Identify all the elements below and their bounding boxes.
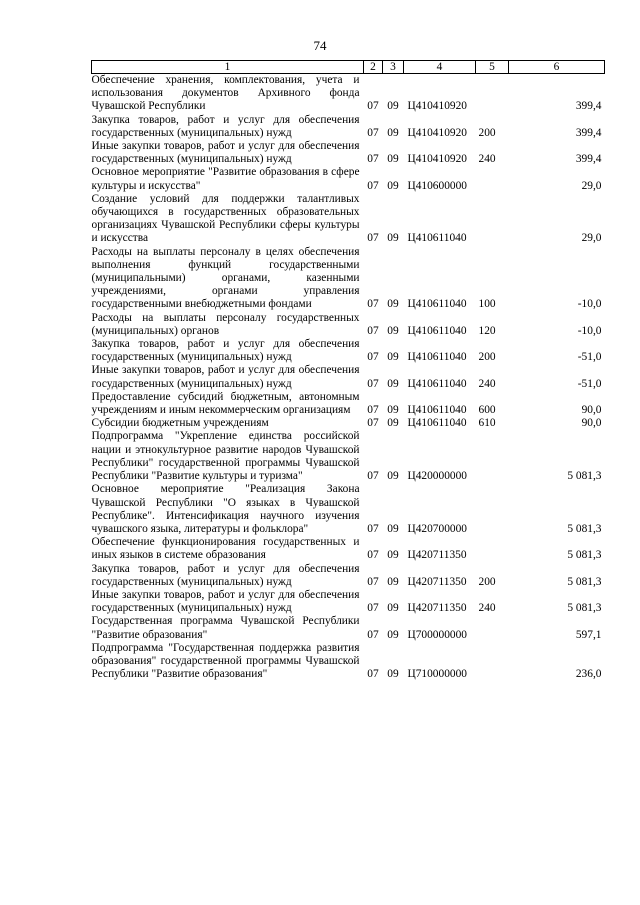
row-amount: 5 081,3	[567, 470, 602, 483]
row-subsection: 09	[387, 153, 399, 166]
row-name: Расходы на выплаты персоналу в целях обеспечения выполнения функций государственными (муниципальными) органами, казенными учреждениями, органами управления государственными внебюджетными фондами	[91, 245, 360, 311]
row-name: Закупка товаров, работ и услуг для обеспечения государственных (муниципальных) нужд	[91, 113, 360, 139]
row-subsection: 09	[387, 628, 399, 641]
row-subsection: 09	[387, 470, 399, 483]
header-col-2: 2	[364, 61, 383, 74]
row-target-article: Ц700000000	[407, 628, 467, 641]
row-amount: -51,0	[577, 351, 602, 364]
row-section: 07	[367, 417, 379, 430]
row-expense-type: 200	[478, 126, 496, 139]
table-row	[92, 417, 605, 430]
row-section: 07	[367, 298, 379, 311]
row-expense-type	[476, 642, 509, 682]
table-header	[92, 61, 605, 74]
row-target-article: Ц410611040	[407, 404, 467, 417]
row-section: 07	[367, 153, 379, 166]
row-amount: 5 081,3	[567, 549, 602, 562]
row-target-article: Ц410611040	[407, 377, 467, 390]
row-name: Закупка товаров, работ и услуг для обеспечения государственных (муниципальных) нужд	[91, 562, 360, 588]
row-section: 07	[367, 179, 379, 192]
row-expense-type	[476, 615, 509, 641]
header-col-4: 4	[404, 61, 476, 74]
row-section: 07	[367, 602, 379, 615]
row-name: Подпрограмма "Укрепление единства российской нации и этнокультурное развитие народов Чувашской Республики" государственной программы Чувашской Республики "Развитие культуры и туризма"	[91, 430, 360, 483]
row-amount: 90,0	[581, 417, 602, 430]
header-col-3: 3	[383, 61, 404, 74]
row-amount: 597,1	[575, 628, 602, 641]
row-section: 07	[367, 549, 379, 562]
row-name: Подпрограмма "Государственная поддержка развития образования" государственной программы Чувашской Республики "Развитие образования"	[91, 641, 360, 681]
row-section: 07	[367, 377, 379, 390]
row-subsection: 09	[387, 417, 399, 430]
row-amount: 5 081,3	[567, 602, 602, 615]
table-body	[92, 74, 605, 682]
row-name: Обеспечение хранения, комплектования, учета и использования документов Архивного фонда Чувашской Республики	[91, 74, 360, 113]
table-row	[92, 246, 605, 312]
row-name: Иные закупки товаров, работ и услуг для обеспечения государственных (муниципальных) нужд	[91, 364, 360, 390]
row-amount: -10,0	[577, 298, 602, 311]
table-row	[92, 563, 605, 589]
row-expense-type	[476, 536, 509, 562]
row-name: Иные закупки товаров, работ и услуг для обеспечения государственных (муниципальных) нужд	[91, 588, 360, 615]
row-name: Основное мероприятие "Развитие образования в сфере культуры и искусства"	[91, 166, 360, 192]
row-subsection: 09	[387, 100, 399, 113]
row-amount: 5 081,3	[567, 575, 602, 588]
table-row	[92, 391, 605, 417]
row-section: 07	[367, 522, 379, 535]
row-amount: 236,0	[575, 668, 602, 681]
row-target-article: Ц420700000	[407, 522, 467, 535]
table-row	[92, 430, 605, 483]
row-target-article: Ц410611040	[407, 298, 467, 311]
table-row	[92, 615, 605, 641]
row-amount: 399,4	[575, 100, 602, 113]
row-section: 07	[367, 575, 379, 588]
row-expense-type: 200	[478, 575, 496, 588]
row-name: Предоставление субсидий бюджетным, автономным учреждениям и иным некоммерческим организациям	[91, 390, 360, 417]
row-target-article: Ц420711350	[407, 575, 467, 588]
header-col-5: 5	[476, 61, 509, 74]
row-section: 07	[367, 232, 379, 245]
table-row	[92, 589, 605, 615]
row-amount: -10,0	[577, 324, 602, 337]
row-expense-type	[476, 166, 509, 192]
row-subsection: 09	[387, 179, 399, 192]
row-expense-type: 240	[478, 377, 496, 390]
row-name: Расходы на выплаты персоналу государственных (муниципальных) органов	[91, 311, 360, 337]
row-subsection: 09	[387, 324, 399, 337]
row-target-article: Ц410611040	[407, 324, 467, 337]
header-col-1: 1	[92, 61, 364, 74]
table-row	[92, 364, 605, 390]
row-subsection: 09	[387, 126, 399, 139]
row-subsection: 09	[387, 404, 399, 417]
table-row	[92, 114, 605, 140]
row-amount: 29,0	[581, 232, 602, 245]
row-expense-type: 240	[478, 602, 496, 615]
row-subsection: 09	[387, 351, 399, 364]
budget-table	[91, 60, 605, 681]
row-name: Государственная программа Чувашской Республики "Развитие образования"	[91, 615, 360, 641]
row-target-article: Ц410611040	[407, 232, 467, 245]
row-target-article: Ц410611040	[407, 417, 467, 430]
header-row	[92, 61, 605, 74]
table-row	[92, 140, 605, 166]
row-amount: 399,4	[575, 126, 602, 139]
row-expense-type: 240	[478, 153, 496, 166]
row-subsection: 09	[387, 377, 399, 390]
row-section: 07	[367, 404, 379, 417]
row-expense-type	[476, 430, 509, 483]
row-section: 07	[367, 628, 379, 641]
row-expense-type: 100	[478, 298, 496, 311]
row-subsection: 09	[387, 549, 399, 562]
row-subsection: 09	[387, 232, 399, 245]
row-amount: 90,0	[581, 404, 602, 417]
row-amount: 399,4	[575, 153, 602, 166]
row-expense-type: 610	[478, 417, 496, 430]
row-target-article: Ц710000000	[407, 668, 467, 681]
table-row	[92, 536, 605, 562]
table-row	[92, 166, 605, 192]
row-section: 07	[367, 100, 379, 113]
row-amount: 29,0	[581, 179, 602, 192]
row-name: Обеспечение функционирования государственных и иных языков в системе образования	[91, 536, 360, 562]
row-expense-type: 120	[478, 324, 496, 337]
row-target-article: Ц420000000	[407, 470, 467, 483]
table-row	[92, 74, 605, 114]
row-target-article: Ц410611040	[407, 351, 467, 364]
row-expense-type: 200	[478, 351, 496, 364]
row-section: 07	[367, 668, 379, 681]
row-expense-type	[476, 74, 509, 114]
row-target-article: Ц410600000	[407, 179, 467, 192]
row-section: 07	[367, 351, 379, 364]
row-name: Создание условий для поддержки талантливых обучающихся в государственных образовательных организациях Чувашской Республики сферы культуры и искусства	[91, 192, 360, 245]
row-target-article: Ц420711350	[407, 549, 467, 562]
row-target-article: Ц410410920	[407, 126, 467, 139]
table-row	[92, 312, 605, 338]
row-amount: 5 081,3	[567, 522, 602, 535]
row-subsection: 09	[387, 602, 399, 615]
row-expense-type	[476, 193, 509, 246]
row-section: 07	[367, 324, 379, 337]
row-name: Закупка товаров, работ и услуг для обеспечения государственных (муниципальных) нужд	[91, 338, 360, 364]
row-section: 07	[367, 470, 379, 483]
row-target-article: Ц420711350	[407, 602, 467, 615]
table-row	[92, 642, 605, 682]
table-row	[92, 483, 605, 536]
row-target-article: Ц410410920	[407, 153, 467, 166]
row-subsection: 09	[387, 298, 399, 311]
row-name: Иные закупки товаров, работ и услуг для обеспечения государственных (муниципальных) нужд	[91, 140, 360, 166]
row-subsection: 09	[387, 575, 399, 588]
row-name: Основное мероприятие "Реализация Закона Чувашской Республики "О языках в Чувашской Республике". Интенсификация научного изучения чувашского языка, литературы и фольклора"	[91, 483, 360, 535]
page-number: 74	[313, 38, 327, 53]
row-subsection: 09	[387, 522, 399, 535]
row-expense-type: 600	[478, 404, 496, 417]
row-amount: -51,0	[577, 377, 602, 390]
header-col-6: 6	[509, 61, 605, 74]
table-row	[92, 338, 605, 364]
row-expense-type	[476, 483, 509, 536]
row-section: 07	[367, 126, 379, 139]
row-subsection: 09	[387, 668, 399, 681]
row-name: Субсидии бюджетным учреждениям	[91, 417, 269, 430]
table-row	[92, 193, 605, 246]
row-target-article: Ц410410920	[407, 100, 467, 113]
